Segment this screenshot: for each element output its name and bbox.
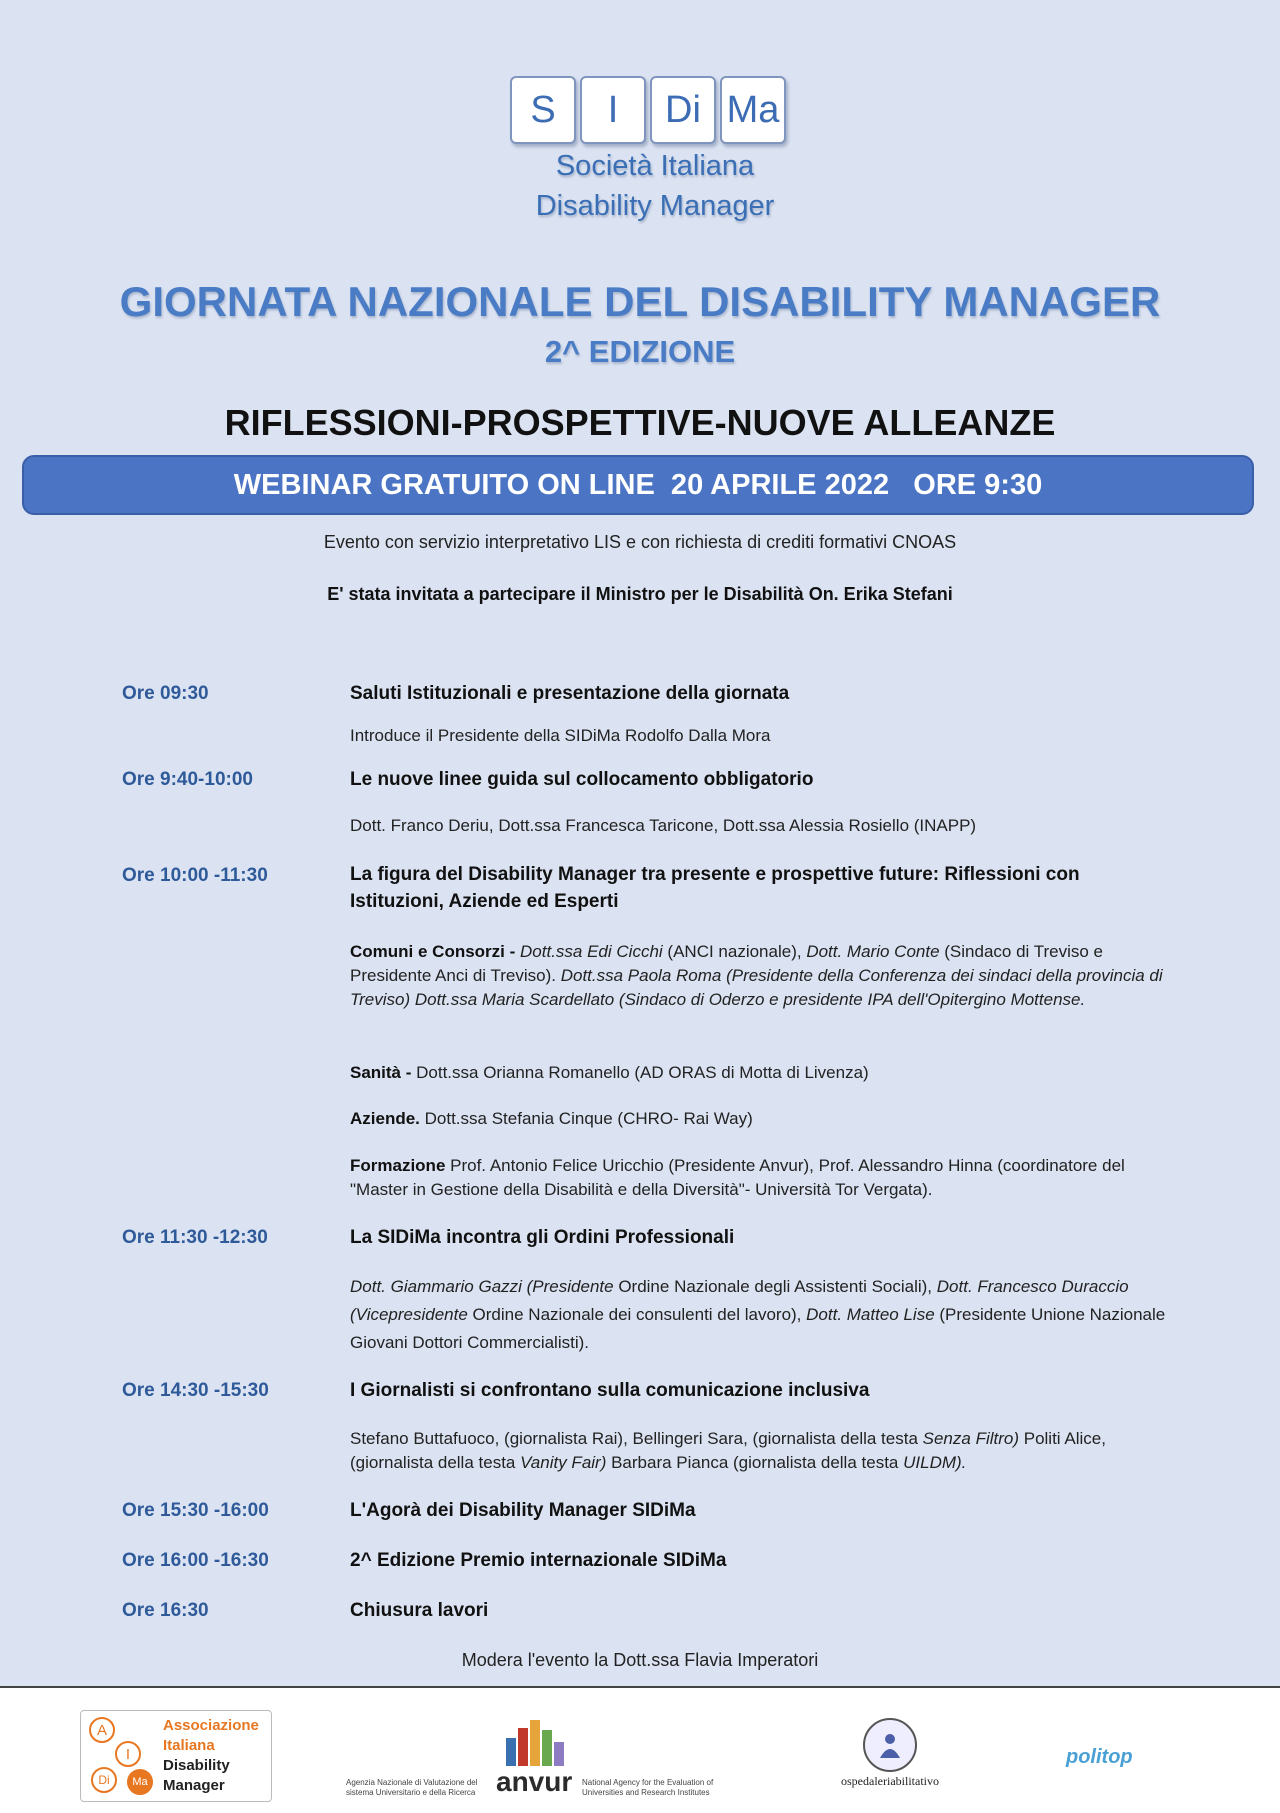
logo-subtitle-line1: Società Italiana <box>555 150 755 182</box>
event-subtitle: RIFLESSIONI-PROSPETTIVE-NUOVE ALLEANZE <box>224 402 1056 443</box>
detail-text: Prof. Antonio Felice Uricchio (Presidente Anvur), Prof. Alessandro Hinna (coordinatore del "Master in Gestione della Disabilità e della Diversità"- Università Tor Vergata). <box>350 1156 1125 1199</box>
schedule-time: Ore 11:30 -12:30 <box>122 1227 268 1248</box>
schedule-detail: Introduce il Presidente della SIDiMa Rodolfo Dalla Mora <box>350 726 771 745</box>
schedule-time: Ore 09:30 <box>122 683 209 704</box>
schedule-title: Le nuove linee guida sul collocamento obbligatorio <box>350 769 814 790</box>
logo-box-ma: Ma <box>720 76 786 144</box>
detail-text: Dott.ssa Stefania Cinque (CHRO- Rai Way) <box>419 1109 753 1128</box>
detail-label: Sanità - <box>350 1063 412 1082</box>
schedule-time: Ore 15:30 -16:00 <box>122 1500 269 1521</box>
aidm-circle-a: A <box>89 1717 115 1743</box>
schedule-time: Ore 14:30 -15:30 <box>122 1380 269 1401</box>
schedule-title: La SIDiMa incontra gli Ordini Professionali <box>350 1227 735 1248</box>
detail-text: (Presidente Unione Nazionale Giovani Dottori Commercialisti). <box>350 1305 1166 1352</box>
anvur-italian-name: Agenzia Nazionale di Valutazione del sistema Universitario e della Ricerca <box>346 1778 478 1797</box>
moderator-note: Modera l'evento la Dott.ssa Flavia Imperatori <box>461 1650 819 1670</box>
detail-text: Dott.ssa Edi Cicchi <box>520 942 663 961</box>
schedule-time: Ore 9:40-10:00 <box>122 769 253 790</box>
ospedale-name: ospedaleriabilitativo <box>841 1774 939 1788</box>
aidm-line3: Disability <box>163 1757 230 1774</box>
anvur-english-name: National Agency for the Evaluation of Universities and Research Institutes <box>582 1778 714 1797</box>
detail-text: Dott. Matteo Lise <box>806 1305 935 1324</box>
detail-text: UILDM). <box>903 1453 967 1472</box>
schedule-title: Saluti Istituzionali e presentazione della giornata <box>350 683 790 704</box>
aidm-logo <box>80 1710 272 1802</box>
aidm-line2: Italiana <box>163 1737 215 1754</box>
aziende-detail <box>350 1107 1170 1131</box>
page-title: GIORNATA NAZIONALE DEL DISABILITY MANAGER <box>119 278 1161 325</box>
aidm-name <box>163 1716 259 1796</box>
detail-text: Dott.ssa Paola Roma (Presidente della Conferenza dei sindaci della provincia di Treviso) Dott.ssa Maria Scardellato (Sindaco di Oderzo e presidente IPA dell'Opitergino Mottense. <box>350 966 1163 1009</box>
minister-invite: E' stata invitata a partecipare il Ministro per le Disabilità On. Erika Stefani <box>327 584 953 604</box>
detail-label: Aziende. <box>350 1109 420 1128</box>
schedule-time: Ore 16:30 <box>122 1600 209 1621</box>
giornalisti-detail <box>350 1427 1170 1475</box>
detail-text: Dott. Giammario Gazzi (Presidente <box>350 1277 614 1296</box>
schedule-time: Ore 16:00 -16:30 <box>122 1550 269 1571</box>
detail-text: (Sindaco di Treviso e Presidente Anci di Treviso). <box>350 942 1104 985</box>
comuni-consorzi-detail <box>350 940 1170 1012</box>
schedule-title: La figura del Disability Manager tra presente e prospettive future: Riflessioni con Istituzioni, Aziende ed Esperti <box>350 864 1080 912</box>
ospedale-logo <box>820 1718 960 1798</box>
aidm-circle-i: I <box>115 1741 141 1767</box>
schedule-title: 2^ Edizione Premio internazionale SIDiMa <box>350 1550 727 1571</box>
detail-text: Barbara Pianca (giornalista della testa <box>606 1453 904 1472</box>
aidm-circle-ma: Ma <box>127 1769 153 1795</box>
aidm-line4: Manager <box>163 1777 225 1794</box>
logo-box-s: S <box>510 76 576 144</box>
detail-text: Vanity Fair) <box>520 1453 607 1472</box>
detail-text: Dott.ssa Orianna Romanello (AD ORAS di Motta di Livenza) <box>411 1063 869 1082</box>
detail-text: Ordine Nazionale degli Assistenti Sociali), <box>613 1277 937 1296</box>
detail-text: Politi Alice, (giornalista della testa <box>350 1429 1106 1472</box>
logo-box-di: Di <box>650 76 716 144</box>
detail-text: (ANCI nazionale), <box>662 942 807 961</box>
logo-subtitle-line2: Disability Manager <box>535 190 775 222</box>
logo-box-i: I <box>580 76 646 144</box>
schedule-detail: Dott. Franco Deriu, Dott.ssa Francesca Taricone, Dott.ssa Alessia Rosiello (INAPP) <box>350 816 977 835</box>
detail-label: Formazione <box>350 1156 446 1175</box>
anvur-wordmark: anvur <box>496 1766 573 1797</box>
detail-text: Ordine Nazionale dei consulenti del lavoro), <box>467 1305 807 1324</box>
aidm-circle-di: Di <box>91 1767 117 1793</box>
schedule-title: L'Agorà dei Disability Manager SIDiMa <box>350 1500 696 1521</box>
schedule-title: Chiusura lavori <box>350 1600 489 1621</box>
anvur-bars-icon <box>504 1720 576 1766</box>
detail-text: Stefano Buttafuoco, (giornalista Rai), Bellingeri Sara, (giornalista della testa <box>350 1429 923 1448</box>
webinar-banner: WEBINAR GRATUITO ON LINE 20 APRILE 2022 ORE 9:30 <box>22 455 1254 515</box>
edition-label: 2^ EDIZIONE <box>544 334 736 369</box>
detail-label: Comuni e Consorzi - <box>350 942 516 961</box>
seal-icon <box>863 1718 917 1772</box>
aidm-line1: Associazione <box>163 1717 259 1734</box>
detail-text: Dott. Mario Conte <box>806 942 940 961</box>
ordini-detail <box>350 1273 1170 1357</box>
formazione-detail <box>350 1154 1170 1202</box>
detail-text: Senza Filtro) <box>922 1429 1020 1448</box>
anvur-logo <box>346 1716 726 1796</box>
partner-logos-footer <box>0 1686 1280 1813</box>
sidima-logo <box>510 76 786 144</box>
politop-logo: politop <box>1066 1746 1133 1768</box>
service-note: Evento con servizio interpretativo LIS e con richiesta di crediti formativi CNOAS <box>323 532 957 552</box>
schedule-title: I Giornalisti si confrontano sulla comunicazione inclusiva <box>350 1380 870 1401</box>
sanita-detail <box>350 1061 1170 1085</box>
schedule-time: Ore 10:00 -11:30 <box>122 865 268 886</box>
detail-text: Dott. Francesco Duraccio (Vicepresidente <box>350 1277 1129 1324</box>
